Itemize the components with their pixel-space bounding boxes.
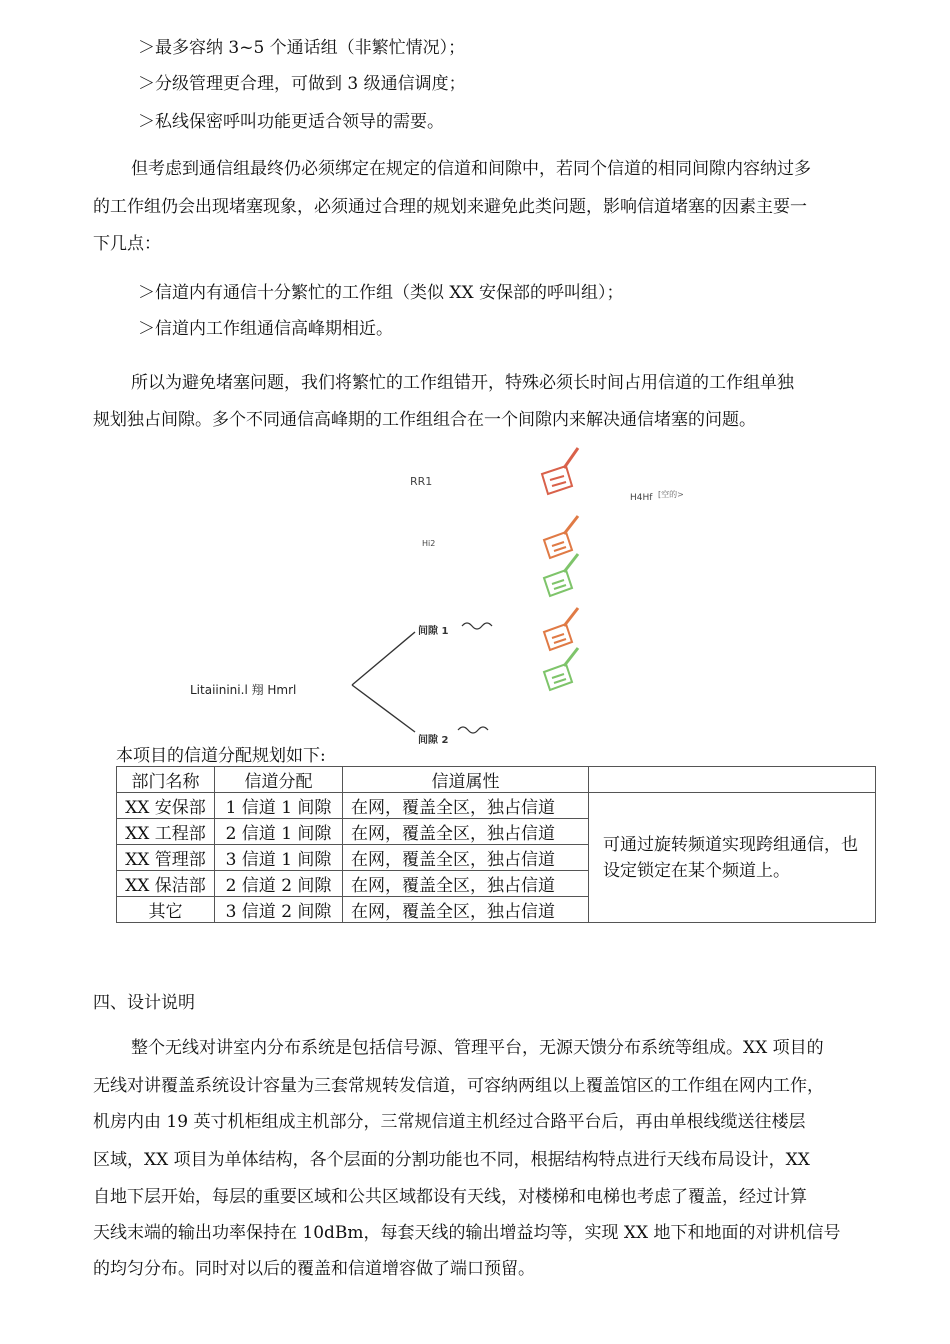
label-h4: H4Hf xyxy=(630,493,653,503)
label-h2: Hi2 xyxy=(422,539,436,548)
paragraph-line: 天线末端的输出功率保持在 10dBm，每套天线的输出增益均等，实现 XX 地下和地面的对讲机信号 xyxy=(93,1223,841,1243)
bullet-item: ＞信道内有通信十分繁忙的工作组（类似 XX 安保部的呼叫组）； xyxy=(138,283,624,303)
label-slot-2: 间隙 2 xyxy=(418,735,449,746)
header-dept: 部门名称 xyxy=(117,767,215,793)
cell-channel: 2 信道 1 间隙 xyxy=(215,819,343,845)
cell-channel: 2 信道 2 间隙 xyxy=(215,871,343,897)
cell-channel: 3 信道 2 间隙 xyxy=(215,897,343,923)
cell-dept: 其它 xyxy=(117,897,215,923)
cell-attr: 在网，覆盖全区，独占信道 xyxy=(343,871,589,897)
paragraph-line: 区域，XX 项目为单体结构，各个层面的分割功能也不同，根据结构特点进行天线布局设计，XX xyxy=(93,1150,810,1170)
cell-dept: XX 安保部 xyxy=(117,793,215,819)
cell-attr: 在网，覆盖全区，独占信道 xyxy=(343,845,589,871)
table-row xyxy=(117,793,876,819)
paragraph-line: 下几点： xyxy=(93,234,161,254)
paragraph-line: 的均匀分布。同时对以后的覆盖和信道增容做了端口预留。 xyxy=(93,1259,535,1279)
header-note xyxy=(589,767,876,793)
radio-red-icon xyxy=(542,448,578,494)
cell-attr: 在网，覆盖全区，独占信道 xyxy=(343,897,589,923)
bullet-item: ＞私线保密呼叫功能更适合领导的需要。 xyxy=(138,112,444,132)
channel-allocation-table xyxy=(116,766,876,923)
radio-green-icon xyxy=(544,648,578,690)
cell-dept: XX 工程部 xyxy=(117,819,215,845)
radio-green-icon xyxy=(544,554,578,596)
header-attr: 信道属性 xyxy=(343,767,589,793)
paragraph-line: 机房内由 19 英寸机柜组成主机部分，三常规信道主机经过合路平台后，再由单根线缆送往楼层 xyxy=(93,1112,806,1132)
table-caption: 本项目的信道分配规划如下: xyxy=(116,746,326,766)
paragraph-line: 所以为避免堵塞问题，我们将繁忙的工作组错开，特殊必须长时间占用信道的工作组单独 xyxy=(131,373,794,393)
paragraph-line: 规划独占间隙。多个不同通信高峰期的工作组组合在一个间隙内来解决通信堵塞的问题。 xyxy=(93,410,756,430)
bullet-item: ＞信道内工作组通信高峰期相近。 xyxy=(138,319,393,339)
label-root: Litaiinini.l 翔 Hmrl xyxy=(190,683,297,697)
bullet-item: ＞分级管理更合理，可做到 3 级通信调度； xyxy=(138,74,466,94)
label-rr1: RR1 xyxy=(410,475,433,488)
label-empty: [空的> xyxy=(658,490,684,499)
bullet-item: ＞最多容纳 3~5 个通话组（非繁忙情况）； xyxy=(138,38,466,58)
paragraph-line: 整个无线对讲室内分布系统是包括信号源、管理平台，无源天馈分布系统等组成。XX 项目的 xyxy=(131,1038,824,1058)
label-slot-1: 间隙 1 xyxy=(418,626,449,637)
channel-slot-diagram xyxy=(180,440,740,750)
paragraph-line: 的工作组仍会出现堵塞现象，必须通过合理的规划来避免此类问题，影响信道堵塞的因素主要一 xyxy=(93,197,807,217)
radio-orange-icon xyxy=(544,608,578,650)
paragraph-line: 但考虑到通信组最终仍必须绑定在规定的信道和间隙中，若同个信道的相同间隙内容纳过多 xyxy=(131,159,811,179)
cell-dept: XX 管理部 xyxy=(117,845,215,871)
cell-dept: XX 保洁部 xyxy=(117,871,215,897)
cell-channel: 1 信道 1 间隙 xyxy=(215,793,343,819)
section-title: 四、设计说明 xyxy=(93,993,195,1013)
header-channel: 信道分配 xyxy=(215,767,343,793)
paragraph-line: 无线对讲覆盖系统设计容量为三套常规转发信道，可容纳两组以上覆盖馆区的工作组在网内工作， xyxy=(93,1076,824,1096)
radio-orange-icon xyxy=(544,516,578,558)
cell-attr: 在网，覆盖全区，独占信道 xyxy=(343,819,589,845)
paragraph-line: 自地下层开始，每层的重要区域和公共区域都设有天线，对楼梯和电梯也考虑了覆盖，经过计算 xyxy=(93,1187,807,1207)
cell-attr: 在网，覆盖全区，独占信道 xyxy=(343,793,589,819)
cell-note: 可通过旋转频道实现跨组通信，也设定锁定在某个频道上。 xyxy=(589,793,876,923)
table-header-row xyxy=(117,767,876,793)
cell-channel: 3 信道 1 间隙 xyxy=(215,845,343,871)
